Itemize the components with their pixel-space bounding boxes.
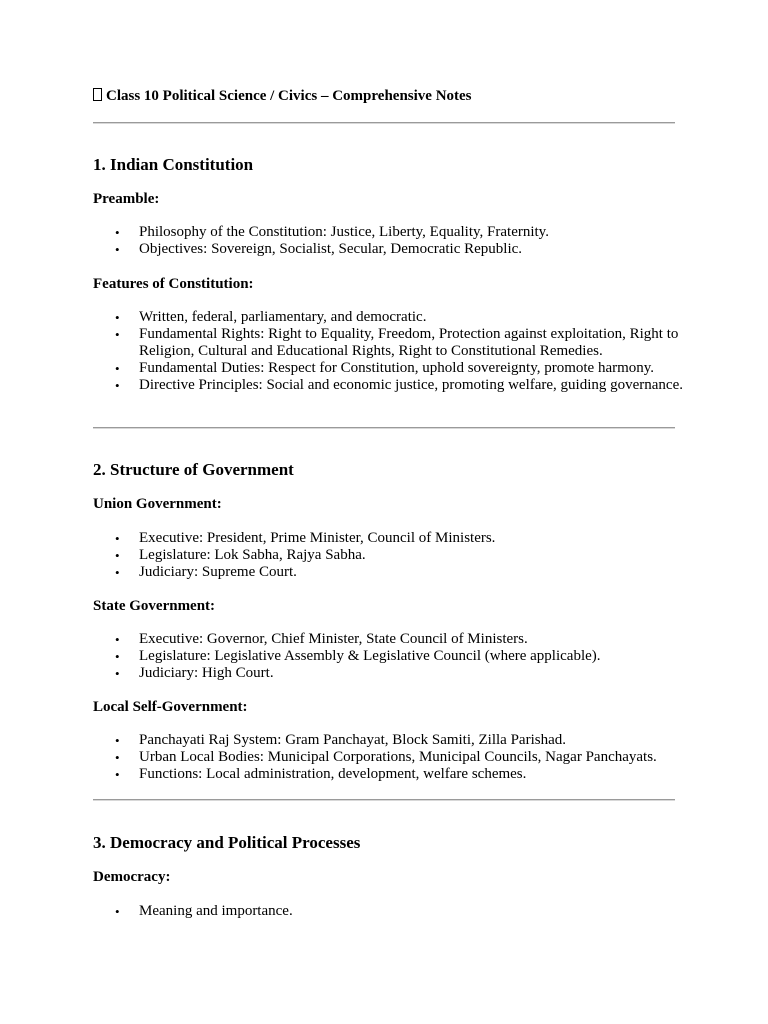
list-item: • Directive Principles: Social and economic justice, promoting welfare, guiding governance. [93, 377, 683, 394]
subheading-preamble: Preamble: [93, 191, 160, 207]
divider [93, 122, 675, 124]
list-item: • Objectives: Sovereign, Socialist, Secular, Democratic Republic. [93, 241, 683, 258]
document-title-text: Class 10 Political Science / Civics – Comprehensive Notes [106, 88, 472, 104]
bullet-list-union [93, 530, 683, 581]
list-item: • Executive: Governor, Chief Minister, State Council of Ministers. [93, 631, 683, 648]
bullet-list-state [93, 631, 683, 682]
bullet-list-preamble [93, 224, 683, 258]
bullet-list-democracy [93, 903, 683, 920]
bullet-list-features [93, 309, 683, 394]
list-item: • Functions: Local administration, development, welfare schemes. [93, 766, 683, 783]
subheading-union: Union Government: [93, 496, 222, 512]
list-item: • Written, federal, parliamentary, and democratic. [93, 309, 683, 326]
bullet-list-local [93, 732, 683, 783]
list-item: • Legislature: Lok Sabha, Rajya Sabha. [93, 547, 683, 564]
document-title [93, 87, 472, 105]
list-item: • Fundamental Rights: Right to Equality, Freedom, Protection against exploitation, Right to Religion, Cultural and Educational Rights, Right to Constitutional Remedies. [93, 326, 683, 360]
list-item: • Executive: President, Prime Minister, Council of Ministers. [93, 530, 683, 547]
list-item: • Urban Local Bodies: Municipal Corporations, Municipal Councils, Nagar Panchayats. [93, 749, 683, 766]
list-item: • Legislature: Legislative Assembly & Legislative Council (where applicable). [93, 648, 683, 665]
list-item: • Fundamental Duties: Respect for Constitution, uphold sovereignty, promote harmony. [93, 360, 683, 377]
list-item: • Judiciary: High Court. [93, 665, 683, 682]
notebook-icon [93, 88, 102, 101]
list-item: • Judiciary: Supreme Court. [93, 564, 683, 581]
subheading-local: Local Self-Government: [93, 699, 248, 715]
list-item: • Meaning and importance. [93, 903, 683, 920]
section-heading-government: 2. Structure of Government [93, 460, 294, 479]
list-item: • Philosophy of the Constitution: Justice, Liberty, Equality, Fraternity. [93, 224, 683, 241]
divider [93, 427, 675, 429]
subheading-state: State Government: [93, 598, 216, 614]
subheading-features: Features of Constitution: [93, 276, 254, 292]
section-heading-constitution: 1. Indian Constitution [93, 155, 254, 174]
divider [93, 799, 675, 801]
list-item: • Panchayati Raj System: Gram Panchayat, Block Samiti, Zilla Parishad. [93, 732, 683, 749]
subheading-democracy: Democracy: [93, 869, 171, 885]
section-heading-democracy: 3. Democracy and Political Processes [93, 833, 361, 852]
